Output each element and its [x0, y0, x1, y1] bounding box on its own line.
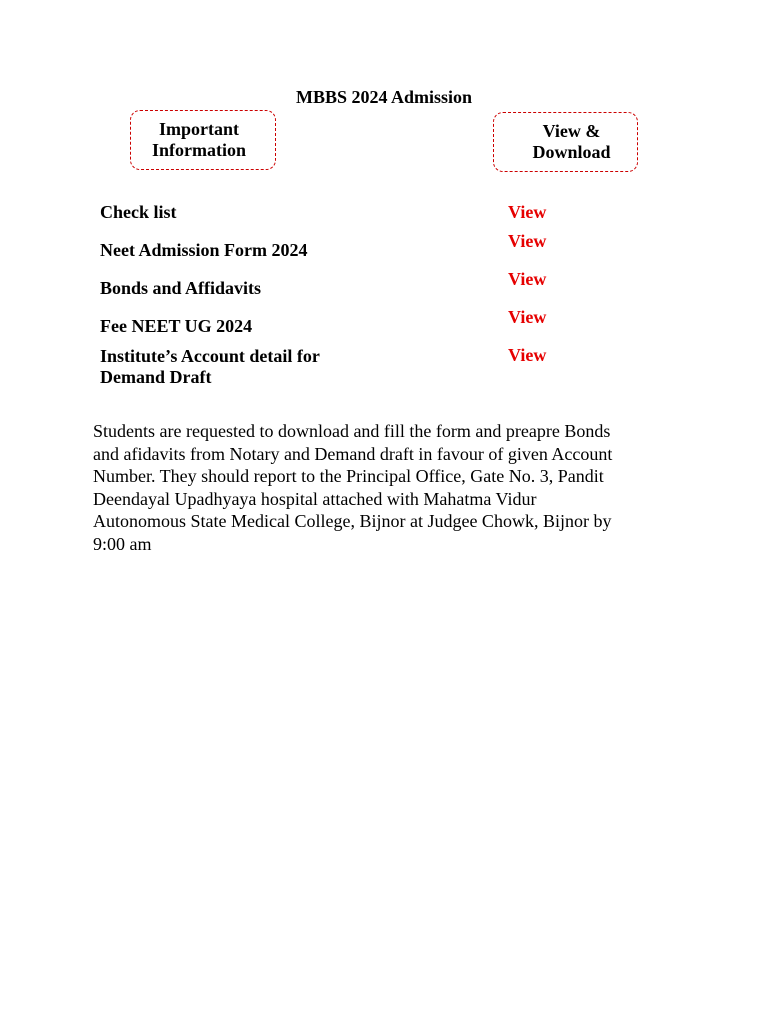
page-title: MBBS 2024 Admission: [295, 87, 473, 107]
row-label-account-detail-line2: Demand Draft: [100, 367, 212, 387]
header-right-line1: View &: [542, 121, 601, 141]
paragraph-line: Number. They should report to the Principal Office, Gate No. 3, Pandit: [93, 466, 604, 487]
important-information-header: [130, 110, 276, 170]
instructions-paragraph: [93, 420, 673, 556]
row-label-account-detail-line1: Institute’s Account detail for: [100, 346, 320, 366]
view-download-header: [493, 112, 638, 172]
view-link-check-list[interactable]: View: [508, 202, 547, 222]
paragraph-line: 9:00 am: [93, 533, 152, 554]
row-label-fee-neet-ug: Fee NEET UG 2024: [100, 316, 253, 336]
row-label-bonds-affidavits: Bonds and Affidavits: [100, 278, 262, 298]
view-link-fee-neet-ug[interactable]: View: [508, 307, 547, 327]
paragraph-line: Students are requested to download and fill the form and preapre Bonds: [93, 421, 611, 441]
view-link-neet-admission-form[interactable]: View: [508, 231, 547, 251]
header-left-line2: Information: [152, 140, 246, 160]
header-right-line2: Download: [532, 142, 611, 162]
view-link-bonds-affidavits[interactable]: View: [508, 269, 547, 289]
row-label-neet-admission-form: Neet Admission Form 2024: [100, 240, 308, 260]
view-link-account-detail[interactable]: View: [508, 345, 547, 365]
paragraph-line: and afidavits from Notary and Demand draft in favour of given Account: [93, 443, 613, 464]
paragraph-line: Autonomous State Medical College, Bijnor at Judgee Chowk, Bijnor by: [93, 511, 612, 532]
row-label-check-list: Check list: [100, 202, 177, 222]
paragraph-line: Deendayal Upadhyaya hospital attached with Mahatma Vidur: [93, 488, 537, 509]
row-label-account-detail: [100, 346, 400, 388]
header-left-line1: Important: [159, 119, 239, 139]
